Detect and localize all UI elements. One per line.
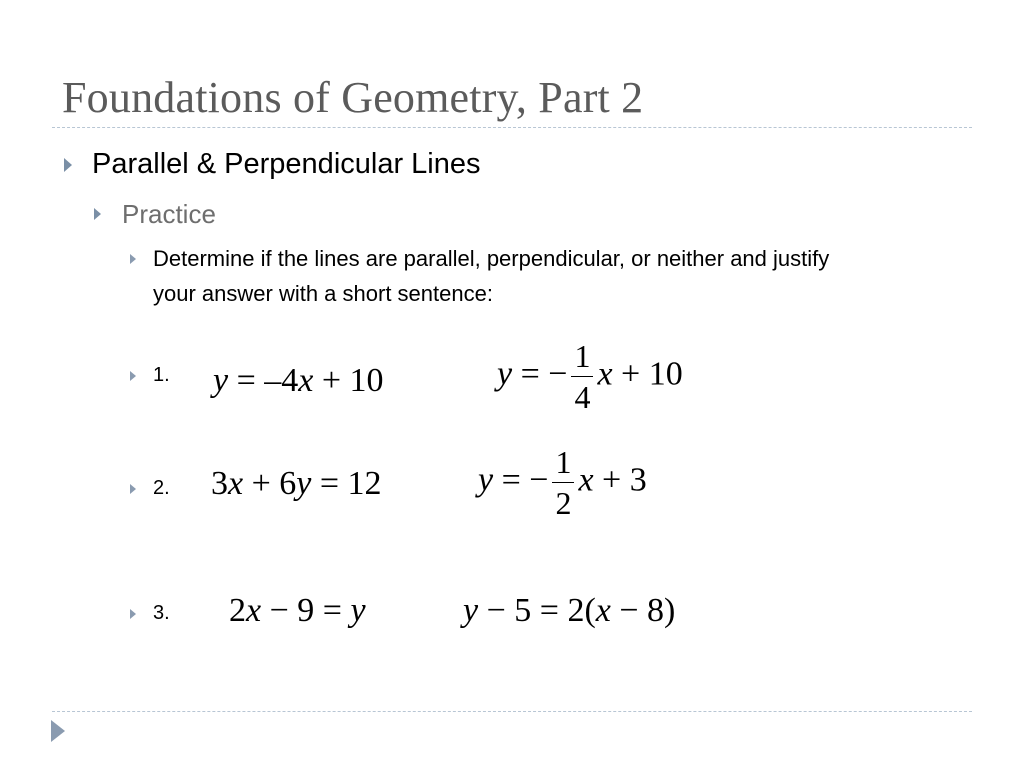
bullet-level3-line1: Determine if the lines are parallel, perpendicular, or neither and justify	[153, 246, 830, 271]
bullet-arrow-icon	[64, 158, 72, 172]
fraction: $\frac{1}{4}$	[571, 340, 593, 413]
fraction: $\frac{1}{2}$	[552, 446, 574, 519]
bullet-level2: Practice	[122, 199, 216, 229]
title-divider	[52, 127, 972, 128]
bullet-arrow-icon	[130, 484, 136, 494]
bullet-level3-line2: your answer with a short sentence:	[153, 281, 493, 306]
problem-1-equation-b: y = − $\frac{1}{4}$ x + 10	[497, 338, 683, 415]
problem-2-equation-b: y = − $\frac{1}{2}$ x + 3	[478, 444, 647, 521]
problem-3-equation-b: y − 5 = 2(x − 8)	[463, 592, 676, 629]
problem-number: 3.	[153, 602, 170, 624]
bullet-arrow-icon	[130, 254, 136, 264]
problem-1-equation-a: y = –4x + 10	[213, 362, 384, 399]
slide-title: Foundations of Geometry, Part 2	[62, 73, 644, 122]
bullet-level1: Parallel & Perpendicular Lines	[92, 148, 481, 180]
footer-divider	[52, 711, 972, 712]
problem-3-equation-a: 2x − 9 = y	[229, 592, 366, 629]
next-slide-arrow-icon[interactable]	[51, 720, 65, 742]
problem-number: 2.	[153, 477, 170, 499]
bullet-arrow-icon	[130, 371, 136, 381]
problem-number: 1.	[153, 364, 170, 386]
bullet-arrow-icon	[94, 208, 101, 220]
bullet-arrow-icon	[130, 609, 136, 619]
problem-2-equation-a: 3x + 6y = 12	[211, 465, 382, 502]
